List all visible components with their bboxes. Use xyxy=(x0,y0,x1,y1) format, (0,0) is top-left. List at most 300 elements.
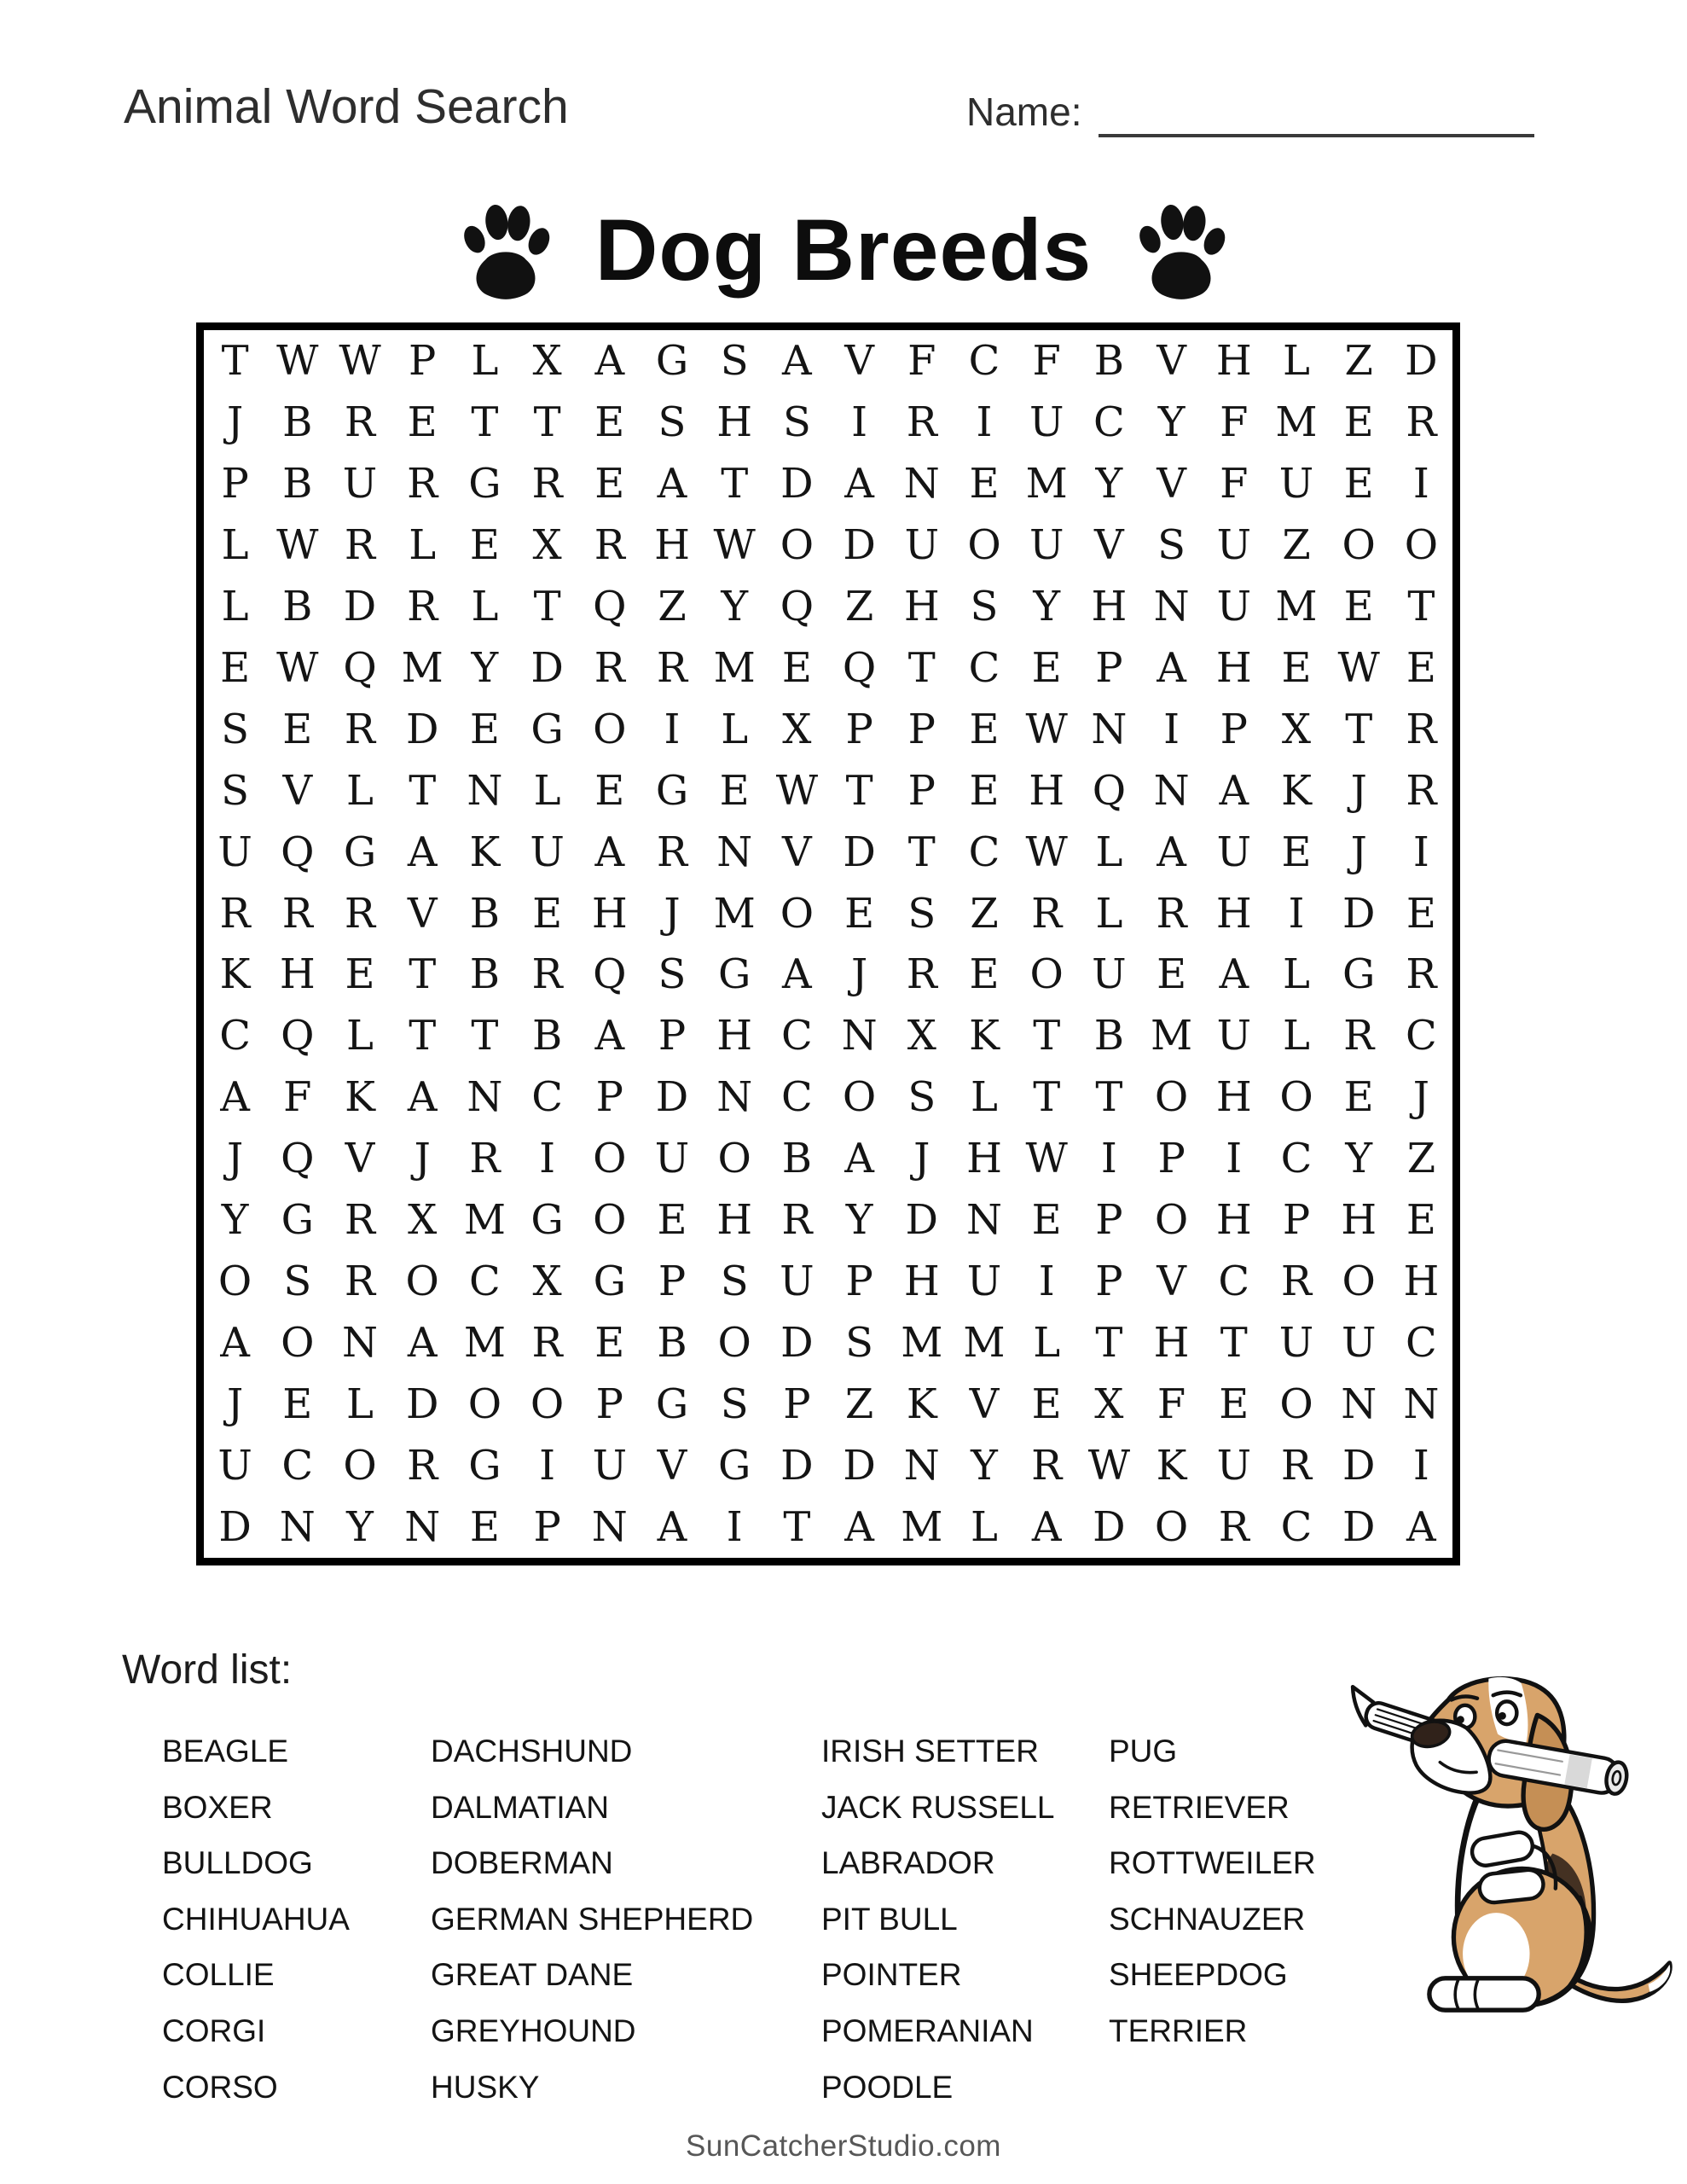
grid-letter: R xyxy=(1343,1012,1375,1060)
grid-letter: T xyxy=(471,398,499,446)
word-list-item: PUG xyxy=(1109,1734,1178,1769)
dog-illustration xyxy=(1330,1636,1680,2037)
grid-letter: R xyxy=(906,950,937,999)
grid-letter: C xyxy=(1218,1258,1250,1306)
grid-letter: L xyxy=(1095,828,1123,876)
grid-letter: D xyxy=(218,1503,252,1552)
grid-letter: G xyxy=(593,1258,626,1306)
grid-letter: P xyxy=(595,1380,623,1429)
grid-letter: U xyxy=(1216,1012,1252,1060)
grid-letter: E xyxy=(1406,1196,1436,1245)
grid-letter: R xyxy=(1031,1442,1063,1490)
footer-site-text: SunCatcherStudio.com xyxy=(686,2129,1001,2163)
grid-letter: N xyxy=(903,459,940,508)
grid-letter: N xyxy=(404,1503,441,1552)
grid-letter: O xyxy=(405,1258,439,1306)
grid-letter: L xyxy=(721,705,749,753)
grid-letter: D xyxy=(780,1319,814,1368)
grid-letter: O xyxy=(593,705,627,753)
grid-letter: E xyxy=(1281,643,1312,692)
grid-letter: G xyxy=(655,336,689,385)
grid-letter: L xyxy=(471,336,499,385)
grid-letter: J xyxy=(850,950,868,999)
grid-letter: M xyxy=(463,1319,506,1368)
grid-letter: T xyxy=(721,459,749,508)
grid-letter: A xyxy=(844,459,874,508)
grid-letter: V xyxy=(657,1442,687,1490)
grid-letter: E xyxy=(282,705,313,753)
grid-letter: D xyxy=(1093,1503,1126,1552)
grid-letter: U xyxy=(1216,582,1252,630)
grid-letter: C xyxy=(968,828,1000,876)
grid-letter: O xyxy=(717,1319,751,1368)
grid-letter: Z xyxy=(1344,336,1373,385)
grid-letter: D xyxy=(343,582,377,630)
grid-letter: L xyxy=(409,520,437,569)
grid-letter: S xyxy=(658,950,687,999)
grid-letter: U xyxy=(1278,459,1314,508)
grid-letter: E xyxy=(781,643,812,692)
grid-letter: I xyxy=(726,1503,743,1552)
grid-letter: J xyxy=(226,1380,244,1429)
grid-letter: R xyxy=(1031,889,1063,938)
grid-letter: O xyxy=(281,1319,315,1368)
grid-letter: M xyxy=(1275,398,1318,446)
grid-letter: A xyxy=(1031,1503,1062,1552)
word-list-column xyxy=(821,1723,1055,2115)
grid-letter: E xyxy=(1406,643,1436,692)
grid-letter: O xyxy=(1029,950,1064,999)
grid-letter: L xyxy=(346,766,374,815)
grid-letter: O xyxy=(593,1196,627,1245)
grid-letter: B xyxy=(282,459,313,508)
grid-letter: Z xyxy=(658,582,687,630)
word-list-column xyxy=(1109,1723,1316,2059)
word-list-item: JACK RUSSELL xyxy=(821,1789,1055,1825)
word-grid xyxy=(196,322,1460,1565)
grid-letter: D xyxy=(780,459,814,508)
grid-letter: G xyxy=(281,1196,314,1245)
grid-letter: J xyxy=(913,1135,930,1183)
grid-letter: X xyxy=(532,1258,562,1306)
grid-letter: O xyxy=(842,1073,877,1122)
grid-letter: N xyxy=(591,1503,628,1552)
grid-letter: P xyxy=(1282,1196,1311,1245)
grid-letter: R xyxy=(344,1196,376,1245)
grid-letter: D xyxy=(1405,336,1438,385)
grid-letter: N xyxy=(1153,582,1190,630)
grid-letter: H xyxy=(1091,582,1128,630)
grid-letter: R xyxy=(531,459,563,508)
grid-letter: S xyxy=(720,1258,749,1306)
grid-letter: X xyxy=(408,1196,438,1245)
grid-letter: P xyxy=(658,1012,687,1060)
grid-letter: N xyxy=(841,1012,878,1060)
grid-letter: K xyxy=(1156,1442,1187,1490)
grid-letter: V xyxy=(844,336,874,385)
grid-letter: U xyxy=(904,520,940,569)
grid-letter: T xyxy=(409,1012,437,1060)
grid-letter: Y xyxy=(1033,582,1061,630)
grid-letter: Y xyxy=(346,1503,374,1552)
grid-letter: H xyxy=(1215,1073,1252,1122)
grid-letter: L xyxy=(533,766,561,815)
page-title: Animal Word Search xyxy=(124,79,569,134)
grid-letter: O xyxy=(1342,1258,1376,1306)
grid-letter: V xyxy=(1157,459,1186,508)
grid-letter: D xyxy=(405,705,439,753)
grid-letter: Q xyxy=(281,1135,315,1183)
grid-letter: J xyxy=(1412,1073,1430,1122)
grid-letter: E xyxy=(1281,828,1312,876)
grid-letter: U xyxy=(217,1442,252,1490)
grid-letter: K xyxy=(219,950,251,999)
grid-letter: V xyxy=(782,828,812,876)
grid-letter: H xyxy=(903,582,940,630)
grid-letter: U xyxy=(1029,520,1064,569)
name-label: Name: xyxy=(966,90,1082,134)
grid-letter: N xyxy=(903,1442,940,1490)
grid-letter: B xyxy=(657,1319,687,1368)
name-blank-line xyxy=(1099,134,1534,137)
grid-letter: E xyxy=(407,398,438,446)
grid-letter: Q xyxy=(281,1012,315,1060)
grid-letter: L xyxy=(971,1073,998,1122)
grid-letter: M xyxy=(901,1319,943,1368)
grid-letter: E xyxy=(532,889,563,938)
word-list-item: ROTTWEILER xyxy=(1109,1845,1316,1881)
grid-letter: U xyxy=(1341,1319,1377,1368)
grid-letter: A xyxy=(220,1073,250,1122)
grid-letter: U xyxy=(1092,950,1127,999)
grid-letter: S xyxy=(1157,520,1186,569)
grid-letter: T xyxy=(1033,1012,1061,1060)
grid-letter: P xyxy=(221,459,249,508)
grid-letter: D xyxy=(655,1073,689,1122)
grid-letter: Q xyxy=(593,582,627,630)
grid-letter: I xyxy=(1226,1135,1243,1183)
grid-letter: M xyxy=(463,1196,506,1245)
grid-letter: H xyxy=(591,889,628,938)
grid-letter: M xyxy=(1025,459,1068,508)
grid-letter: E xyxy=(1343,582,1374,630)
grid-letter: I xyxy=(976,398,993,446)
grid-letter: E xyxy=(1157,950,1187,999)
grid-letter: P xyxy=(783,1380,811,1429)
word-list-item: GREYHOUND xyxy=(431,2013,636,2048)
grid-letter: J xyxy=(1350,766,1367,815)
grid-letter: R xyxy=(344,889,376,938)
grid-letter: K xyxy=(969,1012,1000,1060)
grid-letter: Y xyxy=(1095,459,1123,508)
grid-letter: B xyxy=(531,1012,563,1060)
grid-letter: E xyxy=(220,643,251,692)
grid-letter: Y xyxy=(1345,1135,1373,1183)
grid-letter: N xyxy=(467,766,503,815)
word-list-item: SCHNAUZER xyxy=(1109,1901,1306,1937)
grid-letter: E xyxy=(469,520,500,569)
grid-letter: T xyxy=(845,766,873,815)
grid-letter: J xyxy=(664,889,681,938)
grid-letter: R xyxy=(906,398,937,446)
grid-letter: U xyxy=(966,1258,1002,1306)
grid-letter: T xyxy=(221,336,249,385)
grid-letter: A xyxy=(844,1135,874,1183)
grid-letter: D xyxy=(843,1442,876,1490)
grid-letter: T xyxy=(1407,582,1435,630)
grid-letter: G xyxy=(718,1442,751,1490)
grid-letter: A xyxy=(844,1503,874,1552)
grid-letter: P xyxy=(1220,705,1248,753)
grid-letter: R xyxy=(407,582,438,630)
grid-letter: P xyxy=(533,1503,561,1552)
grid-letter: D xyxy=(780,1442,814,1490)
grid-letter: X xyxy=(532,336,562,385)
grid-letter: D xyxy=(1342,1442,1376,1490)
word-list-heading: Word list: xyxy=(122,1647,293,1693)
grid-letter: S xyxy=(907,1073,936,1122)
grid-letter: L xyxy=(221,582,249,630)
grid-letter: I xyxy=(1412,828,1429,876)
grid-letter: T xyxy=(783,1503,811,1552)
grid-letter: N xyxy=(279,1503,316,1552)
word-list-item: TERRIER xyxy=(1109,2013,1248,2048)
grid-letter: O xyxy=(780,520,815,569)
grid-letter: P xyxy=(907,705,936,753)
grid-letter: Q xyxy=(780,582,815,630)
grid-letter: U xyxy=(1278,1319,1314,1368)
grid-letter: S xyxy=(720,1380,749,1429)
grid-letter: R xyxy=(1280,1442,1313,1490)
grid-letter: C xyxy=(968,336,1000,385)
grid-letter: O xyxy=(1404,520,1439,569)
grid-letter: C xyxy=(469,1258,501,1306)
grid-letter: J xyxy=(414,1135,431,1183)
grid-letter: R xyxy=(656,828,688,876)
grid-letter: Y xyxy=(471,643,499,692)
grid-letter: E xyxy=(719,766,750,815)
grid-letter: Z xyxy=(1406,1135,1436,1183)
grid-letter: X xyxy=(782,705,812,753)
grid-letter: W xyxy=(1337,643,1380,692)
grid-letter: Y xyxy=(721,582,749,630)
grid-letter: O xyxy=(1154,1196,1189,1245)
grid-letter: E xyxy=(469,705,500,753)
word-list-item: DACHSHUND xyxy=(431,1734,633,1769)
paw-print-icon xyxy=(1131,196,1232,304)
word-list-column xyxy=(162,1723,350,2115)
grid-letter: S xyxy=(221,766,250,815)
grid-letter: O xyxy=(217,1258,252,1306)
grid-letter: R xyxy=(219,889,251,938)
grid-letter: R xyxy=(1406,950,1437,999)
grid-letter: A xyxy=(782,950,812,999)
grid-letter: C xyxy=(1280,1503,1313,1552)
grid-letter: O xyxy=(1279,1380,1313,1429)
grid-letter: Y xyxy=(1157,398,1186,446)
grid-letter: M xyxy=(901,1503,943,1552)
grid-letter: R xyxy=(781,1196,813,1245)
grid-letter: H xyxy=(1341,1196,1377,1245)
grid-letter: W xyxy=(775,766,819,815)
grid-letter: S xyxy=(782,398,811,446)
word-list-item: HUSKY xyxy=(431,2069,540,2105)
grid-letter: I xyxy=(1038,1258,1055,1306)
grid-letter: I xyxy=(851,398,868,446)
grid-letter: A xyxy=(407,1319,438,1368)
grid-letter: E xyxy=(969,459,1000,508)
grid-letter: F xyxy=(907,336,936,385)
grid-letter: W xyxy=(1087,1442,1131,1490)
grid-letter: N xyxy=(716,828,753,876)
grid-letter: H xyxy=(903,1258,940,1306)
grid-letter: C xyxy=(281,1442,314,1490)
grid-letter: I xyxy=(1412,459,1429,508)
grid-letter: R xyxy=(1406,398,1437,446)
grid-letter: E xyxy=(844,889,875,938)
grid-letter: V xyxy=(1157,336,1186,385)
word-list-item: CHIHUAHUA xyxy=(162,1901,350,1937)
grid-letter: E xyxy=(1031,1380,1062,1429)
word-list-item: BULLDOG xyxy=(162,1845,313,1881)
grid-letter: E xyxy=(969,766,1000,815)
grid-letter: N xyxy=(716,1073,753,1122)
grid-letter: G xyxy=(530,1196,564,1245)
grid-letter: T xyxy=(533,398,561,446)
grid-letter: E xyxy=(1406,889,1436,938)
grid-letter: E xyxy=(594,1319,625,1368)
grid-letter: R xyxy=(594,643,625,692)
grid-letter: P xyxy=(907,766,936,815)
grid-letter: S xyxy=(907,889,936,938)
grid-letter: R xyxy=(1406,705,1437,753)
grid-letter: I xyxy=(539,1135,556,1183)
grid-letter: D xyxy=(530,643,564,692)
grid-letter: A xyxy=(1219,766,1249,815)
grid-letter: E xyxy=(1031,1196,1062,1245)
grid-letter: R xyxy=(1406,766,1437,815)
grid-letter: E xyxy=(1343,459,1374,508)
grid-letter: H xyxy=(279,950,316,999)
grid-letter: O xyxy=(1154,1503,1189,1552)
grid-letter: G xyxy=(655,1380,689,1429)
grid-letter: G xyxy=(1342,950,1376,999)
grid-letter: W xyxy=(713,520,756,569)
grid-letter: V xyxy=(1094,520,1124,569)
grid-letter: L xyxy=(1095,889,1123,938)
grid-letter: E xyxy=(969,705,1000,753)
word-list-item: CORGI xyxy=(162,2013,266,2048)
grid-letter: E xyxy=(969,950,1000,999)
grid-letter: P xyxy=(1095,1196,1123,1245)
grid-letter: L xyxy=(1283,1012,1310,1060)
word-list-item: BOXER xyxy=(162,1789,273,1825)
grid-letter: L xyxy=(971,1503,998,1552)
grid-letter: A xyxy=(657,1503,687,1552)
grid-letter: K xyxy=(906,1380,937,1429)
grid-letter: Z xyxy=(844,582,874,630)
grid-letter: E xyxy=(594,766,625,815)
grid-letter: Y xyxy=(971,1442,998,1490)
grid-letter: O xyxy=(1342,520,1376,569)
grid-letter: N xyxy=(1091,705,1128,753)
grid-letter: R xyxy=(1280,1258,1313,1306)
grid-letter: R xyxy=(656,643,688,692)
grid-letter: E xyxy=(594,459,625,508)
grid-letter: Y xyxy=(221,1196,249,1245)
word-list-item: POODLE xyxy=(821,2069,954,2105)
grid-letter: O xyxy=(343,1442,377,1490)
grid-letter: O xyxy=(530,1380,565,1429)
grid-letter: G xyxy=(718,950,751,999)
grid-letter: O xyxy=(1154,1073,1189,1122)
grid-letter: D xyxy=(1342,1503,1376,1552)
grid-letter: E xyxy=(469,1503,500,1552)
grid-letter: M xyxy=(401,643,443,692)
grid-letter: V xyxy=(282,766,313,815)
grid-letter: H xyxy=(716,398,753,446)
grid-letter: T xyxy=(533,582,561,630)
grid-letter: W xyxy=(1025,1135,1068,1183)
grid-letter: R xyxy=(344,705,376,753)
puzzle-title-row xyxy=(0,186,1687,314)
grid-letter: A xyxy=(1157,828,1186,876)
grid-letter: R xyxy=(469,1135,501,1183)
grid-letter: B xyxy=(781,1135,813,1183)
grid-letter: R xyxy=(281,889,313,938)
grid-letter: O xyxy=(967,520,1001,569)
grid-letter: G xyxy=(468,459,501,508)
grid-letter: Y xyxy=(845,1196,873,1245)
grid-letter: K xyxy=(469,828,501,876)
grid-letter: S xyxy=(845,1319,874,1368)
grid-letter: B xyxy=(282,582,313,630)
grid-letter: R xyxy=(594,520,625,569)
grid-letter: U xyxy=(1216,520,1252,569)
grid-letter: P xyxy=(845,1258,873,1306)
grid-letter: H xyxy=(1215,336,1252,385)
grid-letter: V xyxy=(1157,1258,1186,1306)
grid-letter: J xyxy=(226,398,244,446)
grid-letter: F xyxy=(1032,336,1061,385)
grid-letter: J xyxy=(226,1135,244,1183)
word-list-item: COLLIE xyxy=(162,1957,275,1993)
word-list-item: IRISH SETTER xyxy=(821,1734,1039,1769)
grid-letter: Z xyxy=(844,1380,874,1429)
grid-letter: R xyxy=(531,950,563,999)
grid-letter: X xyxy=(1281,705,1312,753)
grid-letter: B xyxy=(282,398,313,446)
grid-letter: L xyxy=(1033,1319,1061,1368)
grid-letter: X xyxy=(532,520,562,569)
grid-letter: W xyxy=(339,336,381,385)
grid-letter: U xyxy=(780,1258,815,1306)
grid-letter: T xyxy=(907,643,936,692)
word-list-item: POINTER xyxy=(821,1957,962,1993)
grid-letter: I xyxy=(1288,889,1305,938)
grid-letter: U xyxy=(654,1135,690,1183)
word-list-item: BEAGLE xyxy=(162,1734,289,1769)
grid-letter: P xyxy=(1095,1258,1123,1306)
paw-print-icon xyxy=(455,196,556,304)
grid-letter: L xyxy=(346,1380,374,1429)
grid-letter: E xyxy=(657,1196,687,1245)
grid-letter: D xyxy=(843,520,876,569)
word-list-item: SHEEPDOG xyxy=(1109,1957,1288,1993)
grid-letter: G xyxy=(530,705,564,753)
grid-letter: U xyxy=(1216,828,1252,876)
grid-letter: R xyxy=(344,1258,376,1306)
